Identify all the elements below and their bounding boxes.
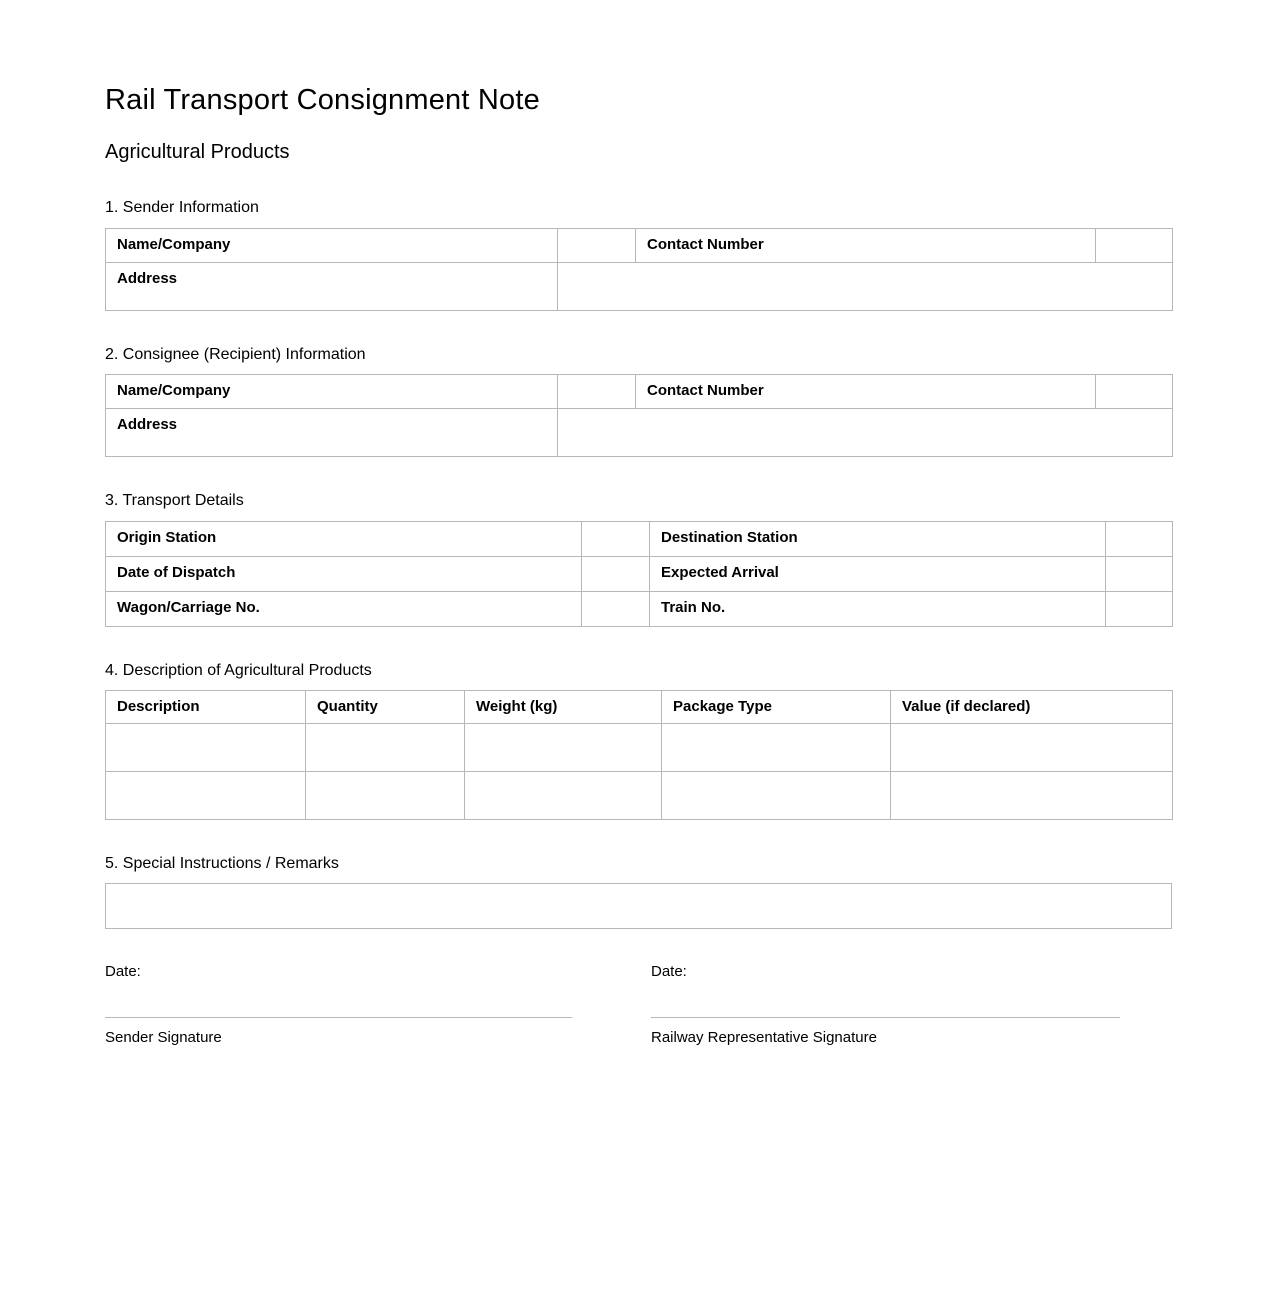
sender-table	[105, 228, 1173, 311]
expected-arrival-label: Expected Arrival	[650, 556, 1106, 591]
product-cell[interactable]	[106, 771, 306, 819]
table-row	[106, 375, 1173, 409]
product-cell[interactable]	[891, 771, 1173, 819]
expected-arrival-value-cell[interactable]	[1106, 556, 1173, 591]
sender-date-label: Date:	[105, 963, 141, 981]
wagon-no-value-cell[interactable]	[582, 591, 650, 626]
col-header-value: Value (if declared)	[891, 690, 1173, 723]
product-cell[interactable]	[662, 771, 891, 819]
section-heading-products: 4. Description of Agricultural Products	[105, 661, 372, 679]
origin-station-label: Origin Station	[106, 521, 582, 556]
sender-contact-label: Contact Number	[636, 228, 1096, 262]
col-header-quantity: Quantity	[306, 690, 465, 723]
table-row	[106, 262, 1173, 310]
railway-signature-line	[651, 1017, 1120, 1018]
sender-signature-line	[105, 1017, 572, 1018]
destination-station-label: Destination Station	[650, 521, 1106, 556]
table-row	[106, 228, 1173, 262]
section-heading-sender: 1. Sender Information	[105, 199, 259, 217]
sender-address-value-cell[interactable]	[558, 262, 1173, 310]
table-row	[106, 591, 1173, 626]
transport-table	[105, 521, 1173, 627]
consignee-table	[105, 374, 1173, 457]
wagon-no-label: Wagon/Carriage No.	[106, 591, 582, 626]
dispatch-date-label: Date of Dispatch	[106, 556, 582, 591]
col-header-description: Description	[106, 690, 306, 723]
product-cell[interactable]	[891, 723, 1173, 771]
page-title: Rail Transport Consignment Note	[105, 84, 540, 116]
train-no-value-cell[interactable]	[1106, 591, 1173, 626]
product-cell[interactable]	[306, 723, 465, 771]
consignee-contact-label: Contact Number	[636, 375, 1096, 409]
railway-date-label: Date:	[651, 963, 687, 981]
sender-signature-label: Sender Signature	[105, 1029, 222, 1047]
product-cell[interactable]	[106, 723, 306, 771]
train-no-label: Train No.	[650, 591, 1106, 626]
section-heading-remarks: 5. Special Instructions / Remarks	[105, 854, 339, 872]
consignee-address-value-cell[interactable]	[558, 409, 1173, 457]
sender-contact-value-cell[interactable]	[1096, 228, 1173, 262]
railway-signature-block	[651, 963, 1120, 1047]
consignee-name-value-cell[interactable]	[558, 375, 636, 409]
product-cell[interactable]	[662, 723, 891, 771]
sender-address-label: Address	[106, 262, 558, 310]
product-cell[interactable]	[465, 771, 662, 819]
railway-signature-label: Railway Representative Signature	[651, 1029, 877, 1047]
consignee-name-label: Name/Company	[106, 375, 558, 409]
sender-name-value-cell[interactable]	[558, 228, 636, 262]
product-cell[interactable]	[465, 723, 662, 771]
table-row	[106, 556, 1173, 591]
products-row-2	[106, 771, 1173, 819]
consignee-address-label: Address	[106, 409, 558, 457]
dispatch-date-value-cell[interactable]	[582, 556, 650, 591]
section-heading-consignee: 2. Consignee (Recipient) Information	[105, 345, 366, 363]
destination-station-value-cell[interactable]	[1106, 521, 1173, 556]
consignee-contact-value-cell[interactable]	[1096, 375, 1173, 409]
products-table	[105, 690, 1173, 820]
products-row-1	[106, 723, 1173, 771]
table-row	[106, 409, 1173, 457]
product-cell[interactable]	[306, 771, 465, 819]
products-header-row	[106, 690, 1173, 723]
section-heading-transport: 3. Transport Details	[105, 492, 244, 510]
origin-station-value-cell[interactable]	[582, 521, 650, 556]
col-header-package-type: Package Type	[662, 690, 891, 723]
table-row	[106, 521, 1173, 556]
signature-area	[105, 963, 1172, 1047]
remarks-box[interactable]	[105, 883, 1172, 929]
sender-signature-block	[105, 963, 572, 1047]
page-subtitle: Agricultural Products	[105, 141, 290, 164]
col-header-weight: Weight (kg)	[465, 690, 662, 723]
sender-name-label: Name/Company	[106, 228, 558, 262]
